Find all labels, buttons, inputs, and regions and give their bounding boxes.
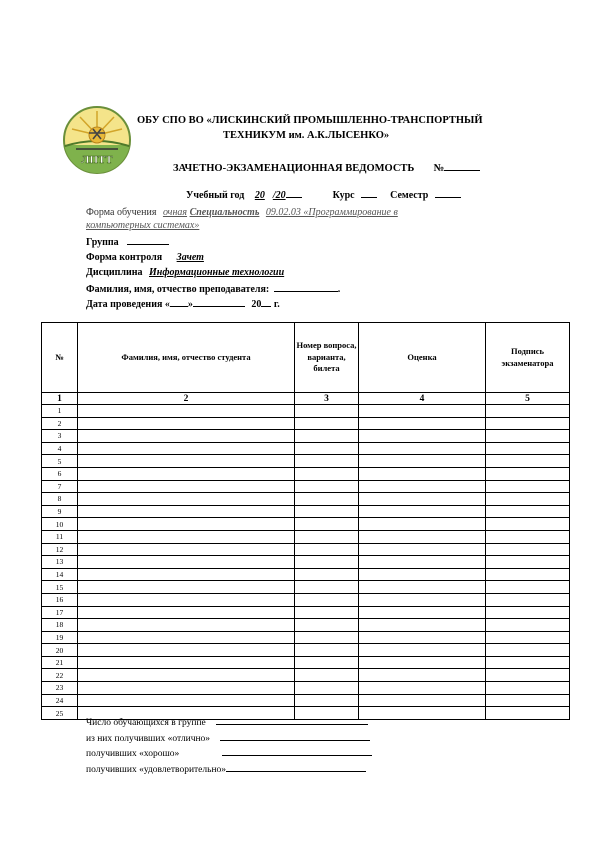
- grade-cell[interactable]: [359, 480, 486, 493]
- date-row: [86, 298, 280, 310]
- signature-cell[interactable]: [486, 606, 570, 619]
- row-number: 13: [42, 556, 78, 569]
- grade-cell[interactable]: [359, 644, 486, 657]
- total-students-label: Число обучающихся в группе: [86, 718, 206, 728]
- year-to[interactable]: /20: [272, 190, 286, 201]
- question-number-cell[interactable]: [295, 631, 359, 644]
- signature-cell[interactable]: [486, 467, 570, 480]
- question-number-cell[interactable]: [295, 581, 359, 594]
- doc-number-label: №: [433, 163, 445, 174]
- grades-table: [41, 322, 570, 720]
- grade-cell[interactable]: [359, 581, 486, 594]
- grade-cell[interactable]: [359, 518, 486, 531]
- question-number-cell[interactable]: [295, 543, 359, 556]
- row-number: 1: [42, 405, 78, 418]
- signature-cell[interactable]: [486, 631, 570, 644]
- row-number: 2: [42, 417, 78, 430]
- student-name-cell[interactable]: [78, 694, 295, 707]
- table-row: [42, 669, 570, 682]
- teacher-suffix: .: [337, 284, 341, 295]
- table-header-row: [42, 323, 570, 393]
- student-name-cell[interactable]: [78, 430, 295, 443]
- table-row: [42, 467, 570, 480]
- grade-cell[interactable]: [359, 467, 486, 480]
- grade-cell[interactable]: [359, 606, 486, 619]
- teacher-field[interactable]: [274, 283, 338, 292]
- signature-cell[interactable]: [486, 505, 570, 518]
- satisfactory-row: [86, 763, 366, 775]
- table-row: [42, 417, 570, 430]
- college-emblem-icon: [62, 105, 132, 175]
- table-row: [42, 568, 570, 581]
- row-number: 18: [42, 619, 78, 632]
- discipline-value[interactable]: Информационные технологии: [149, 267, 285, 278]
- question-number-cell[interactable]: [295, 682, 359, 695]
- table-row: [42, 530, 570, 543]
- signature-cell[interactable]: [486, 694, 570, 707]
- question-number-cell[interactable]: [295, 467, 359, 480]
- grade-cell[interactable]: [359, 493, 486, 506]
- grade-cell[interactable]: [359, 656, 486, 669]
- grade-cell[interactable]: [359, 530, 486, 543]
- grade-cell[interactable]: [359, 707, 486, 720]
- row-number: 10: [42, 518, 78, 531]
- doc-number-field[interactable]: [444, 162, 480, 171]
- column-number: 4: [359, 393, 486, 405]
- grade-cell[interactable]: [359, 430, 486, 443]
- question-number-cell[interactable]: [295, 405, 359, 418]
- excellent-row: [86, 732, 370, 744]
- header-question-number: Номер вопроса, варианта, билета: [295, 323, 359, 393]
- group-row: [86, 236, 169, 248]
- signature-cell[interactable]: [486, 493, 570, 506]
- student-name-cell[interactable]: [78, 593, 295, 606]
- question-number-cell[interactable]: [295, 455, 359, 468]
- student-name-cell[interactable]: [78, 682, 295, 695]
- student-name-cell[interactable]: [78, 530, 295, 543]
- org-name-line1: ОБУ СПО ВО «ЛИСКИНСКИЙ ПРОМЫШЛЕННО-ТРАНСПОРТНЫЙ: [137, 115, 483, 126]
- column-number: 2: [78, 393, 295, 405]
- row-number: 20: [42, 644, 78, 657]
- question-number-cell[interactable]: [295, 619, 359, 632]
- student-name-cell[interactable]: [78, 656, 295, 669]
- student-name-cell[interactable]: [78, 405, 295, 418]
- discipline-row: [86, 267, 284, 278]
- grade-cell[interactable]: [359, 417, 486, 430]
- row-number: 11: [42, 530, 78, 543]
- column-number: 5: [486, 393, 570, 405]
- org-name-line2: ТЕХНИКУМ им. А.К.ЛЫСЕНКО»: [223, 130, 390, 141]
- table-row: [42, 593, 570, 606]
- control-form-value[interactable]: Зачет: [176, 252, 204, 263]
- student-name-cell[interactable]: [78, 644, 295, 657]
- student-name-cell[interactable]: [78, 556, 295, 569]
- date-open-quote: «: [164, 299, 170, 310]
- good-row: [86, 747, 372, 759]
- question-number-cell[interactable]: [295, 669, 359, 682]
- excellent-label: из них получивших «отлично»: [86, 734, 211, 744]
- grade-cell[interactable]: [359, 682, 486, 695]
- question-number-cell[interactable]: [295, 593, 359, 606]
- control-form-row: [86, 252, 204, 263]
- table-row: [42, 581, 570, 594]
- study-form-value[interactable]: очная: [162, 207, 188, 218]
- satisfactory-label: получивших «удовлетворительно»: [86, 765, 227, 775]
- student-name-cell[interactable]: [78, 505, 295, 518]
- row-number: 3: [42, 430, 78, 443]
- table-row: [42, 644, 570, 657]
- grade-cell[interactable]: [359, 505, 486, 518]
- year-from[interactable]: 20: [254, 190, 265, 201]
- row-number: 17: [42, 606, 78, 619]
- table-row: [42, 543, 570, 556]
- study-year-line: [186, 189, 461, 201]
- question-number-cell[interactable]: [295, 493, 359, 506]
- student-name-cell[interactable]: [78, 467, 295, 480]
- date-label: Дата проведения: [86, 299, 163, 310]
- svg-text:ЛПТТ: ЛПТТ: [81, 154, 113, 166]
- student-name-cell[interactable]: [78, 619, 295, 632]
- grade-cell[interactable]: [359, 694, 486, 707]
- signature-cell[interactable]: [486, 405, 570, 418]
- signature-cell[interactable]: [486, 656, 570, 669]
- row-number: 16: [42, 593, 78, 606]
- question-number-cell[interactable]: [295, 505, 359, 518]
- question-number-cell[interactable]: [295, 606, 359, 619]
- question-number-cell[interactable]: [295, 644, 359, 657]
- student-name-cell[interactable]: [78, 606, 295, 619]
- good-label: получивших «хорошо»: [86, 749, 180, 759]
- student-name-cell[interactable]: [78, 543, 295, 556]
- row-number: 14: [42, 568, 78, 581]
- signature-cell[interactable]: [486, 682, 570, 695]
- row-number: 9: [42, 505, 78, 518]
- row-number: 25: [42, 707, 78, 720]
- signature-cell[interactable]: [486, 581, 570, 594]
- signature-cell[interactable]: [486, 707, 570, 720]
- excellent-field[interactable]: [220, 732, 370, 741]
- row-number: 19: [42, 631, 78, 644]
- table-row: [42, 656, 570, 669]
- group-label: Группа: [86, 237, 119, 248]
- signature-cell[interactable]: [486, 619, 570, 632]
- signature-cell[interactable]: [486, 543, 570, 556]
- grade-cell[interactable]: [359, 455, 486, 468]
- grade-cell[interactable]: [359, 556, 486, 569]
- question-number-cell[interactable]: [295, 518, 359, 531]
- row-number: 23: [42, 682, 78, 695]
- table-row: [42, 518, 570, 531]
- doc-title-text: ЗАЧЕТНО-ЭКЗАМЕНАЦИОННАЯ ВЕДОМОСТЬ: [173, 163, 415, 174]
- row-number: 22: [42, 669, 78, 682]
- signature-cell[interactable]: [486, 669, 570, 682]
- signature-cell[interactable]: [486, 593, 570, 606]
- grade-cell[interactable]: [359, 669, 486, 682]
- question-number-cell[interactable]: [295, 417, 359, 430]
- total-students-field[interactable]: [216, 716, 368, 725]
- header-student-name: Фамилия, имя, отчество студента: [78, 323, 295, 393]
- specialty-value-line2[interactable]: компьютерных системах»: [86, 220, 200, 231]
- row-number: 4: [42, 442, 78, 455]
- column-number: 1: [42, 393, 78, 405]
- question-number-cell[interactable]: [295, 556, 359, 569]
- table-row: [42, 694, 570, 707]
- student-name-cell[interactable]: [78, 417, 295, 430]
- course-label: Курс: [332, 190, 355, 201]
- student-name-cell[interactable]: [78, 669, 295, 682]
- grade-cell[interactable]: [359, 543, 486, 556]
- date-year-field[interactable]: [261, 298, 271, 307]
- header-number: №: [42, 323, 78, 393]
- grade-cell[interactable]: [359, 442, 486, 455]
- table-row: [42, 442, 570, 455]
- total-students-row: [86, 716, 368, 728]
- question-number-cell[interactable]: [295, 530, 359, 543]
- row-number: 24: [42, 694, 78, 707]
- row-number: 5: [42, 455, 78, 468]
- grade-cell[interactable]: [359, 631, 486, 644]
- header-grade: Оценка: [359, 323, 486, 393]
- student-name-cell[interactable]: [78, 568, 295, 581]
- doc-title: [173, 162, 480, 174]
- signature-cell[interactable]: [486, 480, 570, 493]
- header-examiner-signature: Подпись экзаменатора: [486, 323, 570, 393]
- signature-cell[interactable]: [486, 430, 570, 443]
- row-number: 7: [42, 480, 78, 493]
- control-form-label: Форма контроля: [86, 252, 163, 263]
- discipline-label: Дисциплина: [86, 267, 143, 278]
- row-number: 15: [42, 581, 78, 594]
- row-number: 12: [42, 543, 78, 556]
- table-row: [42, 619, 570, 632]
- student-name-cell[interactable]: [78, 480, 295, 493]
- date-close-quote: »: [187, 299, 193, 310]
- satisfactory-field[interactable]: [226, 763, 366, 772]
- signature-cell[interactable]: [486, 568, 570, 581]
- student-name-cell[interactable]: [78, 581, 295, 594]
- semester-field[interactable]: [435, 189, 461, 198]
- table-row: [42, 480, 570, 493]
- date-month-field[interactable]: [193, 298, 245, 307]
- question-number-cell[interactable]: [295, 568, 359, 581]
- student-name-cell[interactable]: [78, 631, 295, 644]
- row-number: 21: [42, 656, 78, 669]
- table-row: [42, 430, 570, 443]
- signature-cell[interactable]: [486, 455, 570, 468]
- student-name-cell[interactable]: [78, 493, 295, 506]
- column-number: 3: [295, 393, 359, 405]
- study-form-label: Форма обучения: [86, 207, 157, 218]
- year-label: Учебный год: [186, 190, 245, 201]
- signature-cell[interactable]: [486, 644, 570, 657]
- teacher-row: [86, 283, 340, 295]
- signature-cell[interactable]: [486, 556, 570, 569]
- student-name-cell[interactable]: [78, 455, 295, 468]
- question-number-cell[interactable]: [295, 694, 359, 707]
- table-row: [42, 455, 570, 468]
- grade-cell[interactable]: [359, 619, 486, 632]
- signature-cell[interactable]: [486, 417, 570, 430]
- question-number-cell[interactable]: [295, 430, 359, 443]
- grade-cell[interactable]: [359, 568, 486, 581]
- signature-cell[interactable]: [486, 518, 570, 531]
- date-suffix: г.: [273, 299, 280, 310]
- table-row: [42, 631, 570, 644]
- course-field[interactable]: [361, 189, 377, 198]
- question-number-cell[interactable]: [295, 442, 359, 455]
- date-day-field[interactable]: [170, 298, 188, 307]
- group-field[interactable]: [127, 236, 169, 245]
- semester-label: Семестр: [390, 190, 429, 201]
- signature-cell[interactable]: [486, 530, 570, 543]
- table-row: [42, 493, 570, 506]
- student-name-cell[interactable]: [78, 518, 295, 531]
- table-row: [42, 682, 570, 695]
- signature-cell[interactable]: [486, 442, 570, 455]
- question-number-cell[interactable]: [295, 656, 359, 669]
- table-row: [42, 505, 570, 518]
- specialty-value[interactable]: 09.02.03 «Программирование в: [265, 207, 398, 218]
- question-number-cell[interactable]: [295, 480, 359, 493]
- row-number: 8: [42, 493, 78, 506]
- good-field[interactable]: [222, 747, 372, 756]
- table-row: [42, 405, 570, 418]
- table-row: [42, 606, 570, 619]
- grade-cell[interactable]: [359, 405, 486, 418]
- study-form-row: [86, 207, 398, 218]
- specialty-label: Специальность: [189, 207, 260, 218]
- teacher-label: Фамилия, имя, отчество преподавателя:: [86, 284, 270, 295]
- date-year-prefix: 20: [251, 299, 262, 310]
- column-number-row: [42, 393, 570, 405]
- table-row: [42, 556, 570, 569]
- row-number: 6: [42, 467, 78, 480]
- grade-cell[interactable]: [359, 593, 486, 606]
- student-name-cell[interactable]: [78, 442, 295, 455]
